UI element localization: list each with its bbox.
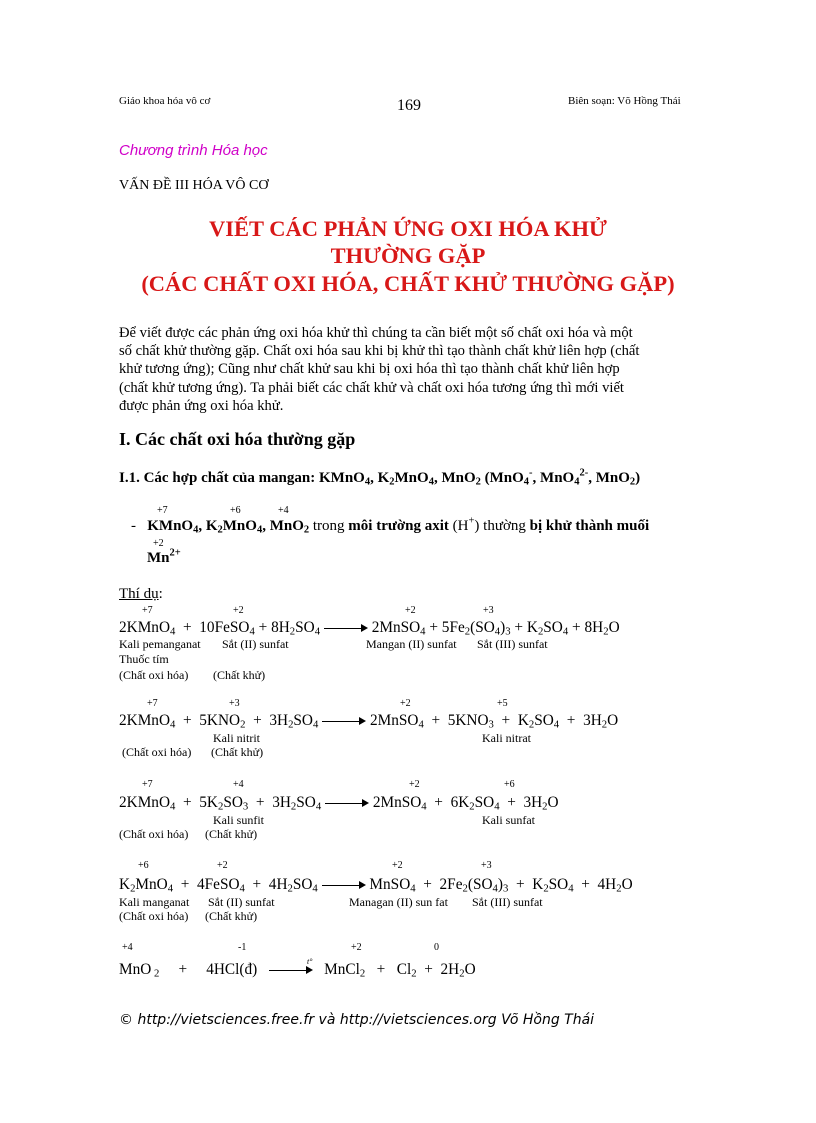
label: Mangan (II) sunfat [366, 637, 457, 651]
ox-number: +2 [153, 538, 164, 549]
intro-line: số chất khử thường gặp. Chất oxi hóa sau khi bị khử thì tạo thành chất khử liên hợp (chất [119, 343, 640, 360]
label: Sắt (II) sunfat [222, 637, 289, 651]
label: Kali sunfit [213, 813, 264, 827]
label: (Chất khử) [213, 668, 266, 682]
section-label: VẤN ĐỀ III HÓA VÔ CƠ [119, 178, 269, 193]
ox-number: +6 [138, 860, 149, 871]
bullet-reduced: bị khử thành muối [529, 518, 650, 534]
label: Thuốc tím [119, 652, 169, 666]
intro-line: Để viết được các phản ứng oxi hóa khử thì chúng ta cần biết một số chất oxi hóa và một [119, 325, 633, 341]
bullet-word: trong [309, 518, 349, 534]
example-label: Thí dụ: [119, 586, 163, 602]
header-right: Biên soạn: Võ Hồng Thái [568, 95, 681, 107]
example-label-text: Thí dụ [119, 586, 159, 602]
label: (Chất khử) [205, 909, 258, 923]
label: Sắt (III) sunfat [472, 895, 543, 909]
ox-number: +7 [147, 698, 158, 709]
label: Kali nitrit [213, 731, 260, 745]
label: (Chất oxi hóa) [119, 827, 189, 841]
label: (Chất khử) [205, 827, 258, 841]
mn2-ion: $Mn^{2+}$ [147, 547, 181, 566]
ox-number: +7 [142, 779, 153, 790]
ox-number: +4 [122, 942, 133, 953]
ox-number: +3 [481, 860, 492, 871]
label: (Chất oxi hóa) [119, 668, 189, 682]
ox-number: +5 [497, 698, 508, 709]
heading-manganese-label: I.1. Các hợp chất của mangan: [119, 470, 316, 486]
arrow-icon [324, 623, 368, 633]
equation-3: 2KMnO$_4$ + $5K_2SO_3 + 3H_2SO_4$ 2MnSO$_4$ + $6K_2SO_4 + 3H_2O$ [119, 794, 559, 813]
ox-number: +4 [278, 505, 289, 516]
arrow-condition: t° [307, 957, 313, 966]
heading-oxidizers: I. Các chất oxi hóa thường gặp [119, 429, 356, 449]
ox-number: +4 [233, 779, 244, 790]
ox-number: +3 [229, 698, 240, 709]
ox-number: +2 [400, 698, 411, 709]
label: Kali pemanganat [119, 637, 201, 651]
label: (Chất oxi hóa) [122, 745, 192, 759]
bullet-h: (H [448, 518, 469, 534]
title-line-3: (CÁC CHẤT OXI HÓA, CHẤT KHỬ THƯỜNG GẶP) [141, 271, 675, 296]
ox-number: +2 [392, 860, 403, 871]
ox-number: +2 [409, 779, 420, 790]
label: Managan (II) sun fat [349, 895, 448, 909]
page-number: 169 [397, 97, 421, 114]
equation-5: MnO $_2$ + 4HCl(đ) MnCl$_2$ + $Cl_2 + 2H_2O$ [119, 961, 476, 980]
ox-number: +2 [351, 942, 362, 953]
label: Kali nitrat [482, 731, 531, 745]
footer: © http://vietsciences.free.fr và http://vietsciences.org Võ Hồng Thái [119, 1012, 595, 1028]
label: Sắt (II) sunfat [208, 895, 275, 909]
equation-4: $K_2MnO_4$ + 4FeSO$_4$ + $4H_2SO_4$ MnSO$_4$ + $2Fe_2(SO_4)_3 + K_2SO_4 + 4H_2O$ [119, 876, 633, 895]
label: Kali manganat [119, 895, 190, 909]
ox-number: -1 [238, 942, 247, 953]
ox-number: +2 [217, 860, 228, 871]
intro-line: (chất khử tương ứng). Ta phải biết các chất khử và chất oxi hóa tương ứng thì mới viết [119, 379, 624, 396]
program-label: Chương trình Hóa học [119, 142, 268, 159]
label: Sắt (III) sunfat [477, 637, 548, 651]
arrow-icon [269, 965, 313, 975]
ox-number: +7 [157, 505, 168, 516]
header-left: Giáo khoa hóa vô cơ [119, 95, 211, 107]
title-line-1: VIẾT CÁC PHẢN ỨNG OXI HÓA KHỬ [209, 216, 607, 241]
bullet-text: - KMnO$_4$, $K_2MnO_4$, MnO$_2$ trong môi trường axit (H+) thường bị khử thành muối [131, 515, 650, 536]
label: Kali sunfat [482, 813, 535, 827]
arrow-icon [325, 798, 369, 808]
intro-paragraph [119, 324, 695, 415]
intro-line: khử tương ứng); Cũng như chất khử sau khi bị oxi hóa thì tạo thành chất khử liên hợp [119, 361, 620, 378]
intro-line: được phản ứng oxi hóa khử. [119, 397, 284, 414]
ox-number: +3 [483, 605, 494, 616]
heading-manganese: I.1. Các hợp chất của mangan: KMnO$_4$, $K_2MnO_4$, MnO$_2$ (MnO$_4$-, MnO$_4^{2-}$, MnO$_2$) [119, 467, 641, 488]
bullet-after: ) thường [474, 518, 530, 534]
bullet-env: môi trường axit [348, 518, 449, 534]
title-line-2: THƯỜNG GẶP [330, 243, 486, 268]
ox-number: +7 [142, 605, 153, 616]
equation-1: 2KMnO$_4$ + 10FeSO$_4$ + $8H_2SO_4$ 2MnSO$_4$ + $5Fe_2(SO_4)_3 + K_2SO_4 + 8H_2O$ [119, 619, 620, 638]
ox-number: 0 [434, 942, 439, 953]
ox-number: +6 [230, 505, 241, 516]
ox-number: +2 [405, 605, 416, 616]
ox-number: +6 [504, 779, 515, 790]
label: (Chất khử) [211, 745, 264, 759]
arrow-icon [322, 716, 366, 726]
ox-number: +2 [233, 605, 244, 616]
arrow-icon [322, 880, 366, 890]
label: (Chất oxi hóa) [119, 909, 189, 923]
equation-2: 2KMnO$_4$ + $5KNO_2 + 3H_2SO_4$ 2MnSO$_4$ + $5KNO_3 + K_2SO_4 + 3H_2O$ [119, 712, 619, 731]
